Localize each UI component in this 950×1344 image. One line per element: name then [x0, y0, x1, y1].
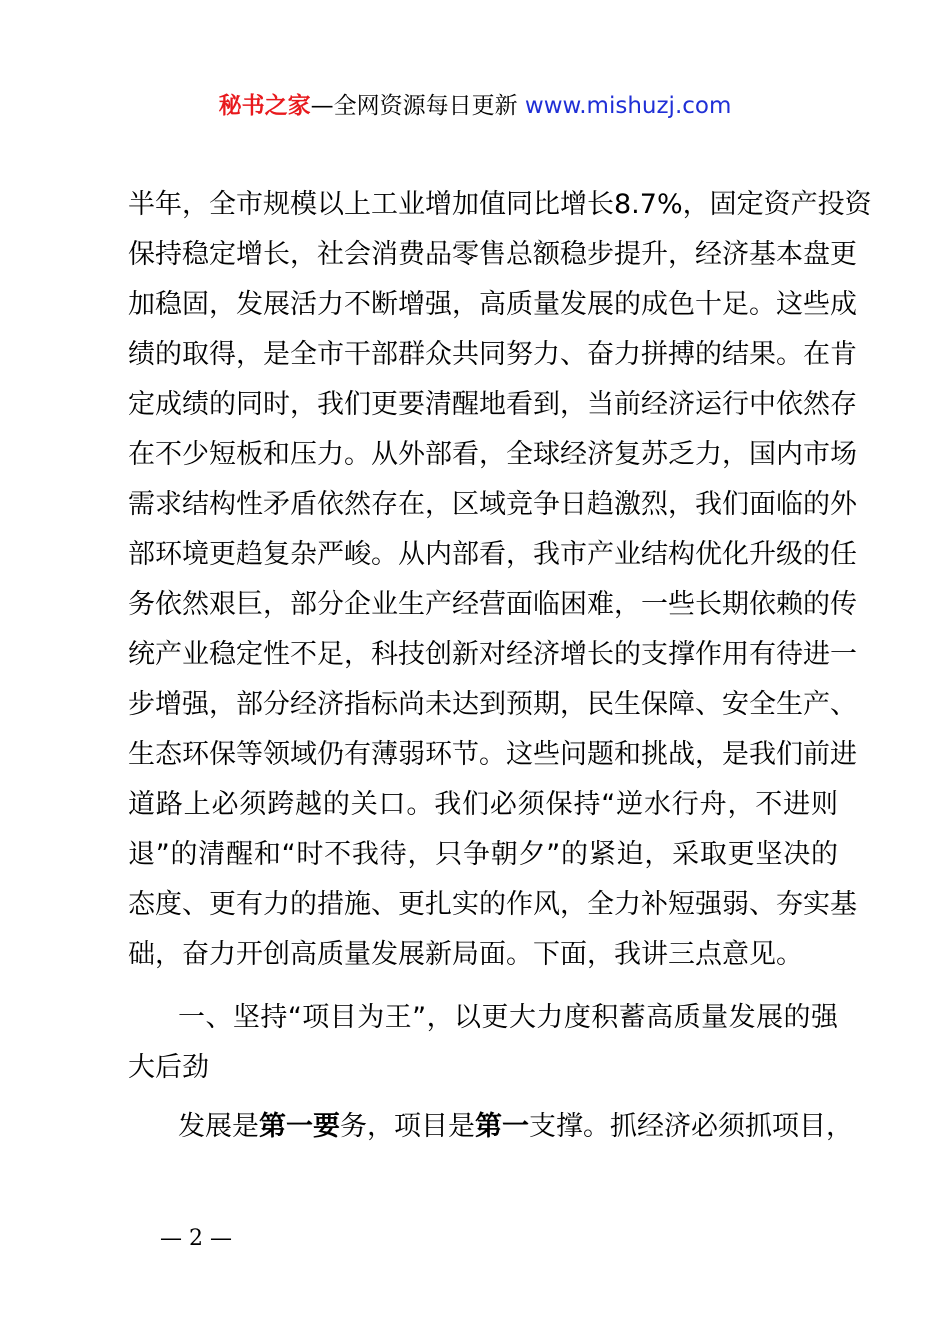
body-line: 退”的清醒和“时不我待，只争朝夕”的紧迫，采取更坚决的 — [128, 839, 838, 870]
body-paragraph — [128, 180, 872, 980]
body-line: 定成绩的同时，我们更要清醒地看到，当前经济运行中依然存 — [128, 389, 857, 420]
section-heading-line: 一、坚持“项目为王”，以更大力度积蓄高质量发展的强 — [178, 1002, 838, 1033]
section-paragraph — [178, 1102, 853, 1152]
brand-name: 秘书之家 — [218, 93, 311, 119]
body-line: 道路上必须跨越的关口。我们必须保持“逆水行舟，不进则 — [128, 789, 838, 820]
body-line: 保持稳定增长，社会消费品零售总额稳步提升，经济基本盘更 — [128, 239, 857, 270]
para-text: 支撑。抓经济必须抓项目， — [529, 1111, 853, 1142]
header-dash: — — [310, 93, 334, 119]
para-bold-text: 第一 — [475, 1111, 529, 1142]
page-number: — 2 — — [160, 1226, 232, 1251]
body-line: 生态环保等领域仍有薄弱环节。这些问题和挑战，是我们前进 — [128, 739, 857, 770]
body-line: 务依然艰巨，部分企业生产经营面临困难，一些长期依赖的传 — [128, 589, 857, 620]
section-paragraph-line — [178, 1102, 853, 1152]
body-line: 半年，全市规模以上工业增加值同比增长8.7%，固定资产投资 — [128, 189, 872, 220]
para-text: 务，项目是 — [340, 1111, 475, 1142]
body-line: 础，奋力开创高质量发展新局面。下面，我讲三点意见。 — [128, 939, 803, 970]
site-header — [0, 88, 950, 124]
section-heading-line: 大后劲 — [128, 1052, 209, 1083]
body-line: 部环境更趋复杂严峻。从内部看，我市产业结构优化升级的任 — [128, 539, 857, 570]
body-line: 态度、更有力的措施、更扎实的作风，全力补短强弱、夯实基 — [128, 889, 857, 920]
site-url-link[interactable]: www.mishuzj.com — [524, 93, 732, 119]
body-line: 在不少短板和压力。从外部看，全球经济复苏乏力，国内市场 — [128, 439, 857, 470]
header-slogan: 全网资源每日更新 — [333, 93, 518, 119]
section-heading — [128, 993, 838, 1093]
para-bold-text: 第一要 — [259, 1111, 340, 1142]
body-line: 加稳固，发展活力不断增强，高质量发展的成色十足。这些成 — [128, 289, 857, 320]
body-line: 统产业稳定性不足，科技创新对经济增长的支撑作用有待进一 — [128, 639, 857, 670]
body-line: 步增强，部分经济指标尚未达到预期，民生保障、安全生产、 — [128, 689, 857, 720]
para-text: 发展是 — [178, 1111, 259, 1142]
body-line: 绩的取得，是全市干部群众共同努力、奋力拼搏的结果。在肯 — [128, 339, 857, 370]
body-line: 需求结构性矛盾依然存在，区域竞争日趋激烈，我们面临的外 — [128, 489, 857, 520]
